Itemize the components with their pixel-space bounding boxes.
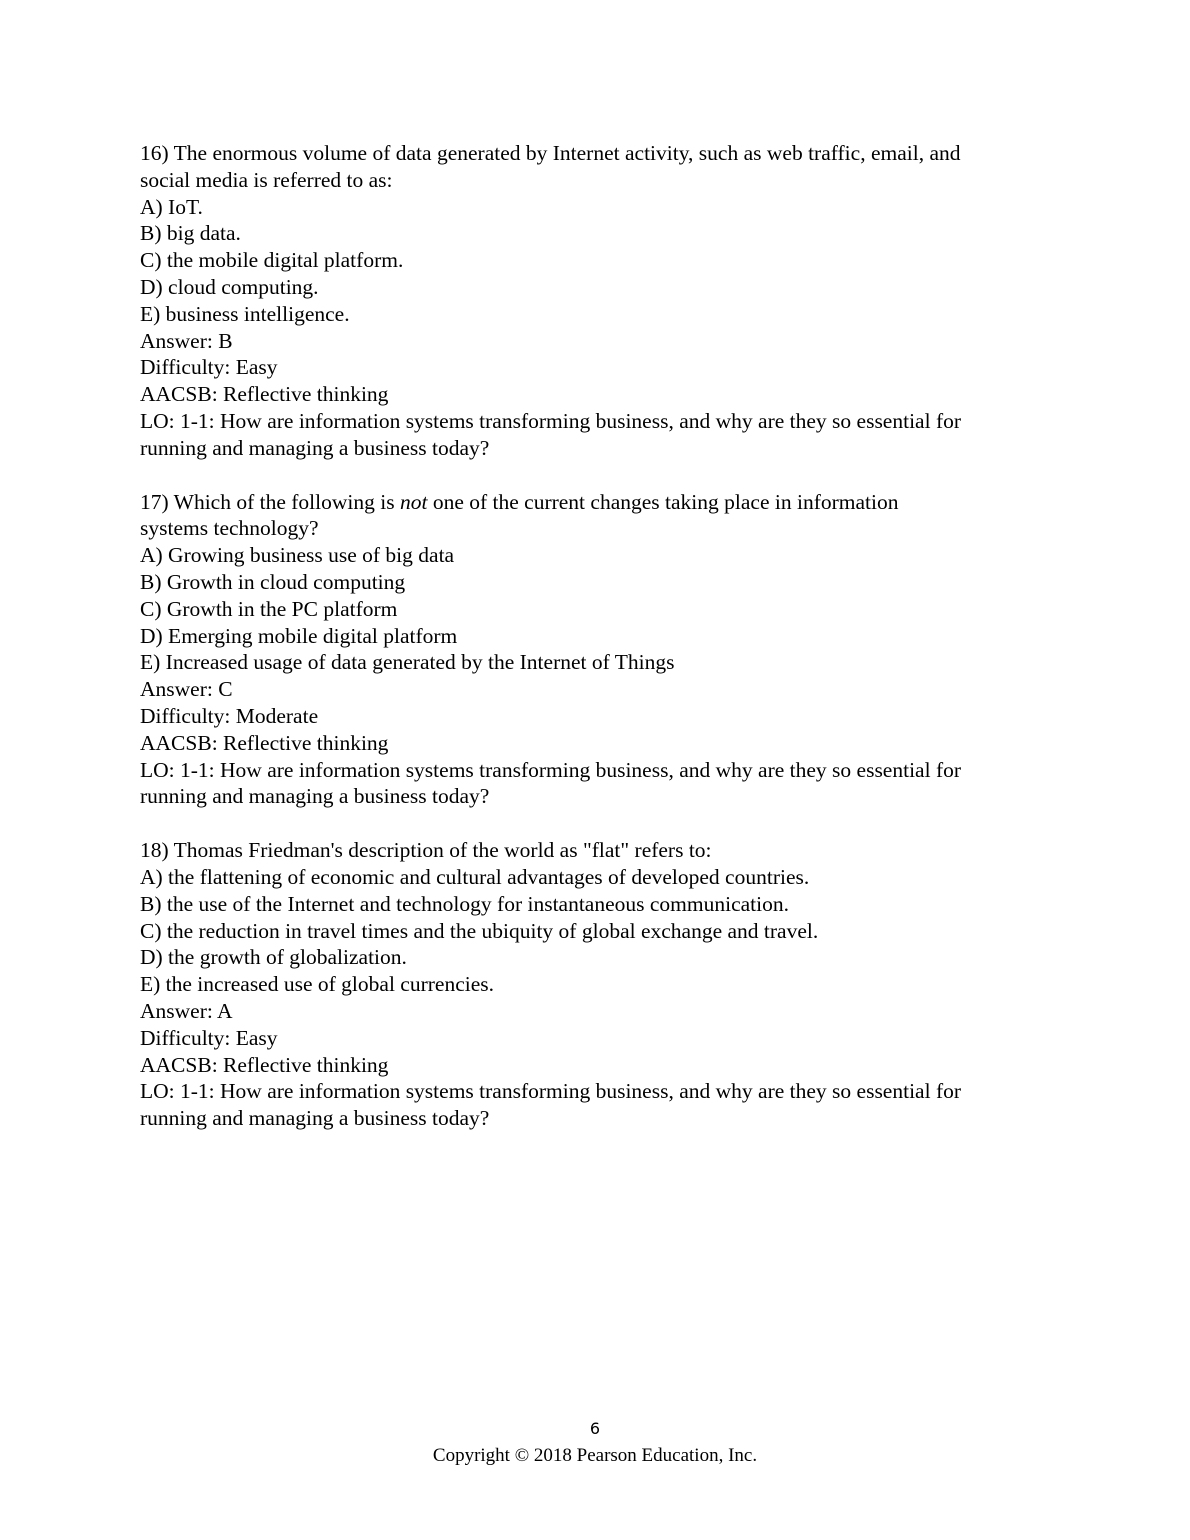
emphasis-not: not xyxy=(399,489,428,514)
page-number: 6 xyxy=(589,1419,601,1438)
question-17 xyxy=(140,489,1050,811)
option-c: C) Growth in the PC platform xyxy=(140,596,398,621)
option-a: A) IoT. xyxy=(140,194,203,219)
learning-objective-line: LO: 1-1: How are information systems transforming business, and why are they so essential for xyxy=(140,1079,962,1104)
option-b: B) the use of the Internet and technology for instantaneous communication. xyxy=(140,891,789,916)
document-page xyxy=(140,140,1050,1159)
option-d: D) the growth of globalization. xyxy=(140,945,407,970)
question-stem-line: social media is referred to as: xyxy=(140,167,393,192)
option-c: C) the mobile digital platform. xyxy=(140,248,404,273)
option-a: A) the flattening of economic and cultural advantages of developed countries. xyxy=(140,864,810,889)
learning-objective-line: running and managing a business today? xyxy=(140,1106,490,1131)
option-e: E) Increased usage of data generated by the Internet of Things xyxy=(140,650,675,675)
difficulty-line: Difficulty: Easy xyxy=(140,355,278,380)
aacsb-line: AACSB: Reflective thinking xyxy=(140,730,389,755)
learning-objective-line: LO: 1-1: How are information systems transforming business, and why are they so essential for xyxy=(140,408,962,433)
question-stem-line: 16) The enormous volume of data generated by Internet activity, such as web traffic, email, and xyxy=(140,141,961,165)
question-16 xyxy=(140,140,1050,462)
option-b: B) big data. xyxy=(140,221,241,246)
difficulty-line: Difficulty: Moderate xyxy=(140,703,319,728)
option-c: C) the reduction in travel times and the ubiquity of global exchange and travel. xyxy=(140,918,819,943)
answer-line: Answer: A xyxy=(140,998,233,1023)
question-stem-line: systems technology? xyxy=(140,516,319,541)
answer-line: Answer: B xyxy=(140,328,233,353)
answer-line: Answer: C xyxy=(140,677,233,702)
aacsb-line: AACSB: Reflective thinking xyxy=(140,1052,389,1077)
learning-objective-line: LO: 1-1: How are information systems transforming business, and why are they so essential for xyxy=(140,757,962,782)
option-e: E) the increased use of global currencies. xyxy=(140,972,494,997)
option-a: A) Growing business use of big data xyxy=(140,543,455,568)
learning-objective-line: running and managing a business today? xyxy=(140,784,490,809)
question-18 xyxy=(140,837,1050,1132)
option-d: D) cloud computing. xyxy=(140,274,319,299)
difficulty-line: Difficulty: Easy xyxy=(140,1025,278,1050)
option-d: D) Emerging mobile digital platform xyxy=(140,623,458,648)
question-stem-line: 17) Which of the following is not one of the current changes taking place in information xyxy=(140,489,899,514)
learning-objective-line: running and managing a business today? xyxy=(140,435,490,460)
aacsb-line: AACSB: Reflective thinking xyxy=(140,382,389,407)
copyright-notice: Copyright © 2018 Pearson Education, Inc. xyxy=(432,1445,758,1466)
option-e: E) business intelligence. xyxy=(140,301,350,326)
question-stem-line: 18) Thomas Friedman's description of the world as "flat" refers to: xyxy=(140,838,712,863)
option-b: B) Growth in cloud computing xyxy=(140,569,406,594)
